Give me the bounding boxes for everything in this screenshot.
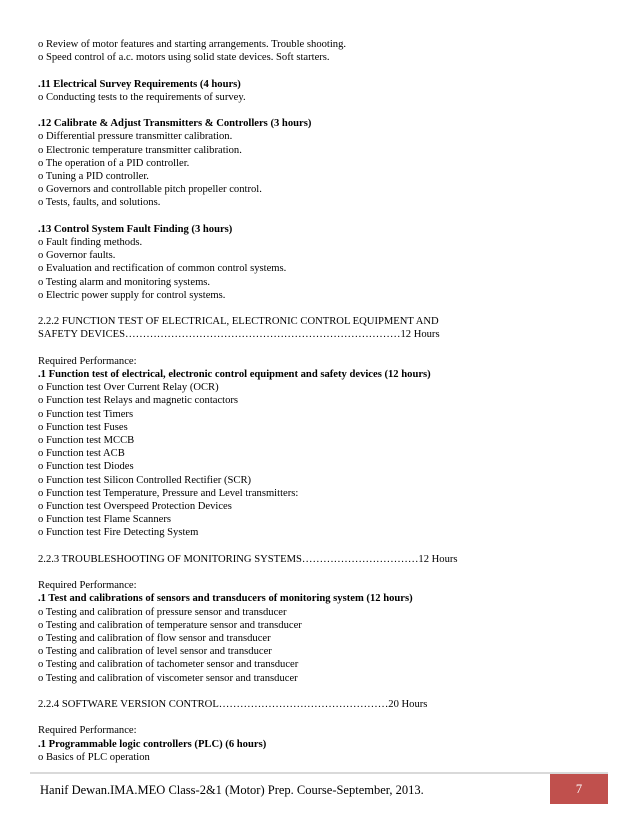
text-line: o Testing alarm and monitoring systems.: [38, 276, 211, 288]
blank-line: [38, 104, 598, 117]
section-heading: .1 Function test of electrical, electronic control equipment and safety devices (12 hours): [38, 369, 431, 380]
blank-line: [38, 685, 598, 698]
text-line: o Function test Timers: [38, 408, 134, 420]
text-line: o Basics of PLC operation: [38, 751, 150, 763]
page-footer: [30, 772, 608, 804]
page-number: 7: [550, 774, 608, 804]
blank-line: [38, 210, 598, 223]
text-line: o Testing and calibration of level sensor and transducer: [38, 646, 272, 658]
blank-line: [38, 566, 598, 579]
text-line: o Governor faults.: [38, 250, 116, 262]
text-line: o Function test Flame Scanners: [38, 514, 171, 526]
text-line: o The operation of a PID controller.: [38, 157, 190, 169]
section-heading: .1 Programmable logic controllers (PLC) (6 hours): [38, 738, 267, 750]
text-line: o Function test Silicon Controlled Rectifier (SCR): [38, 474, 252, 486]
blank-line: [38, 342, 598, 355]
text-line: o Function test MCCB: [38, 435, 135, 447]
text-line: o Electric power supply for control systems.: [38, 289, 226, 301]
footer-text: Hanif Dewan.IMA.MEO Class-2&1 (Motor) Prep. Course-September, 2013.: [40, 783, 424, 797]
text-line: o Testing and calibration of tachometer sensor and transducer: [38, 659, 299, 671]
text-line: o Review of motor features and starting arrangements. Trouble shooting.: [38, 39, 347, 50]
text-line: o Governors and controllable pitch propeller control.: [38, 184, 262, 196]
section-heading: .13 Control System Fault Finding (3 hours): [38, 223, 233, 235]
text-line: SAFETY DEVICES……………………………………………………………………12 Hours: [38, 329, 440, 341]
text-line: o Function test Fuses: [38, 421, 128, 433]
text-line: o Function test Over Current Relay (OCR): [38, 382, 219, 394]
section-heading: .11 Electrical Survey Requirements (4 hours): [38, 78, 241, 90]
blank-line: [38, 302, 598, 315]
text-line: 2.2.3 TROUBLESHOOTING OF MONITORING SYSTEMS……………………………12 Hours: [38, 553, 458, 565]
blank-line: [38, 540, 598, 553]
text-line: o Testing and calibration of temperature sensor and transducer: [38, 619, 302, 631]
text-line: o Testing and calibration of viscometer sensor and transducer: [38, 672, 298, 684]
blank-line: [38, 711, 598, 724]
text-line: o Function test Overspeed Protection Devices: [38, 501, 232, 513]
text-line: Required Performance:: [38, 725, 137, 737]
text-line: 2.2.4 SOFTWARE VERSION CONTROL…………………………………………20 Hours: [38, 699, 428, 711]
text-line: o Function test Fire Detecting System: [38, 527, 199, 539]
blank-line: [38, 64, 598, 77]
text-line: o Function test Relays and magnetic contactors: [38, 395, 239, 407]
section-heading: .12 Calibrate & Adjust Transmitters & Controllers (3 hours): [38, 118, 312, 130]
text-line: o Function test Temperature, Pressure and Level transmitters:: [38, 487, 299, 499]
text-line: o Conducting tests to the requirements of survey.: [38, 91, 246, 103]
text-line: o Tuning a PID controller.: [38, 171, 149, 182]
text-line: o Tests, faults, and solutions.: [38, 197, 161, 209]
text-line: o Function test Diodes: [38, 461, 134, 473]
section-heading: .1 Test and calibrations of sensors and transducers of monitoring system (12 hours): [38, 593, 413, 605]
text-line: Required Performance:: [38, 355, 137, 367]
text-line: o Differential pressure transmitter calibration.: [38, 131, 233, 143]
text-line: o Function test ACB: [38, 448, 125, 460]
text-line: o Fault finding methods.: [38, 237, 143, 248]
text-line: o Testing and calibration of pressure sensor and transducer: [38, 606, 287, 618]
text-line: o Testing and calibration of flow sensor and transducer: [38, 633, 271, 645]
document-body: [38, 38, 598, 764]
text-line: Required Performance:: [38, 580, 137, 592]
text-line: o Evaluation and rectification of common control systems.: [38, 263, 287, 275]
text-line: o Speed control of a.c. motors using solid state devices. Soft starters.: [38, 52, 330, 64]
text-line: 2.2.2 FUNCTION TEST OF ELECTRICAL, ELECTRONIC CONTROL EQUIPMENT AND: [38, 316, 439, 328]
text-line: o Electronic temperature transmitter calibration.: [38, 144, 242, 156]
